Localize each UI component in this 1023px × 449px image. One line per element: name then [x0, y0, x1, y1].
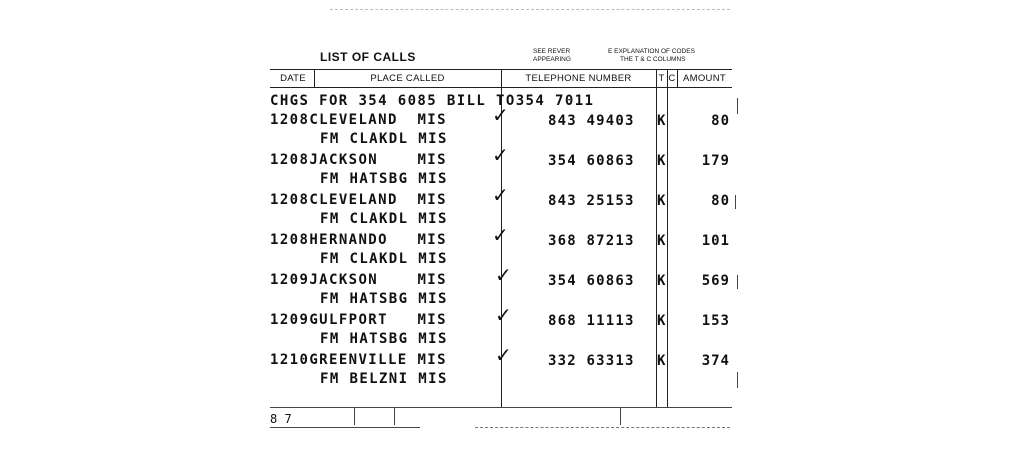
- call-place: GULFPORT MIS: [309, 312, 447, 328]
- header-date: DATE: [280, 73, 306, 84]
- call-date: 1209: [270, 272, 310, 288]
- bottom-rule: [270, 407, 732, 408]
- call-code: K: [657, 153, 666, 169]
- call-place: JACKSON MIS: [309, 272, 447, 288]
- call-telephone: 332 63313: [548, 353, 635, 369]
- call-date: 1208: [270, 112, 310, 128]
- code-explanation-note: E EXPLANATION OF CODES THE T & C COLUMNS: [608, 48, 695, 63]
- top-dashed-edge: [330, 9, 730, 10]
- margin-mark-4: [737, 372, 738, 388]
- call-date: 1208: [270, 232, 310, 248]
- call-telephone: 368 87213: [548, 233, 635, 249]
- footer-rule-right: [475, 427, 730, 428]
- call-telephone: 354 60863: [548, 273, 635, 289]
- call-row: [270, 311, 447, 330]
- call-from-location: FM CLAKDL MIS: [320, 251, 448, 267]
- margin-mark-1: [737, 98, 738, 114]
- call-amount: 153: [701, 313, 730, 329]
- call-amount: 569: [701, 273, 730, 289]
- call-telephone: 843 25153: [548, 193, 635, 209]
- call-telephone: 354 60863: [548, 153, 635, 169]
- call-row: [270, 111, 447, 130]
- form-title: LIST OF CALLS: [320, 50, 416, 64]
- call-code: K: [657, 193, 666, 209]
- call-code: K: [657, 353, 666, 369]
- footer-page-number: 8 7: [270, 412, 292, 426]
- call-from-location: FM HATSBG MIS: [320, 171, 448, 187]
- header-t: T: [658, 73, 665, 84]
- check-mark-icon: ✓: [492, 103, 509, 127]
- call-from-location: FM BELZNI MIS: [320, 371, 448, 387]
- call-code: K: [657, 113, 666, 129]
- call-amount: 101: [701, 233, 730, 249]
- call-date: 1209: [270, 312, 310, 328]
- call-amount: 80: [711, 193, 730, 209]
- call-row: [270, 351, 447, 370]
- list-of-calls-form: [270, 40, 732, 435]
- call-amount: 179: [701, 153, 730, 169]
- call-from-location: FM CLAKDL MIS: [320, 131, 448, 147]
- bottom-tick-1: [354, 407, 355, 425]
- margin-mark-3: [737, 275, 738, 289]
- call-telephone: 843 49403: [548, 113, 635, 129]
- call-place: CLEVELAND MIS: [309, 192, 447, 208]
- call-date: 1208: [270, 192, 310, 208]
- header-amount: AMOUNT: [683, 73, 726, 84]
- call-amount: 374: [701, 353, 730, 369]
- margin-mark-2: [735, 195, 736, 209]
- bottom-tick-3: [620, 407, 621, 425]
- call-date: 1210: [270, 352, 310, 368]
- check-mark-icon: ✓: [492, 223, 509, 247]
- header-c: C: [668, 73, 676, 84]
- header-place-called: PLACE CALLED: [370, 73, 445, 84]
- call-row: [270, 191, 447, 210]
- call-code: K: [657, 273, 666, 289]
- call-row: [270, 151, 447, 170]
- check-mark-icon: ✓: [495, 343, 512, 367]
- footer-rule: [270, 427, 420, 428]
- charges-line: CHGS FOR 354 6085 BILL TO354 7011: [270, 93, 595, 109]
- call-from-location: FM HATSBG MIS: [320, 331, 448, 347]
- call-from-location: FM HATSBG MIS: [320, 291, 448, 307]
- header-telephone-number: TELEPHONE NUMBER: [525, 73, 632, 84]
- call-place: HERNANDO MIS: [309, 232, 447, 248]
- check-mark-icon: ✓: [495, 263, 512, 287]
- call-place: GREENVILLE MIS: [309, 352, 447, 368]
- call-amount: 80: [711, 113, 730, 129]
- call-date: 1208: [270, 152, 310, 168]
- call-telephone: 868 11113: [548, 313, 635, 329]
- check-mark-icon: ✓: [492, 183, 509, 207]
- call-place: CLEVELAND MIS: [309, 112, 447, 128]
- call-code: K: [657, 313, 666, 329]
- call-code: K: [657, 233, 666, 249]
- bottom-tick-2: [394, 407, 395, 425]
- call-place: JACKSON MIS: [309, 152, 447, 168]
- divider-t: [667, 69, 668, 407]
- check-mark-icon: ✓: [492, 143, 509, 167]
- call-from-location: FM CLAKDL MIS: [320, 211, 448, 227]
- check-mark-icon: ✓: [495, 303, 512, 327]
- see-reverse-note: SEE REVER APPEARING: [533, 48, 571, 63]
- call-row: [270, 231, 447, 250]
- call-row: [270, 271, 447, 290]
